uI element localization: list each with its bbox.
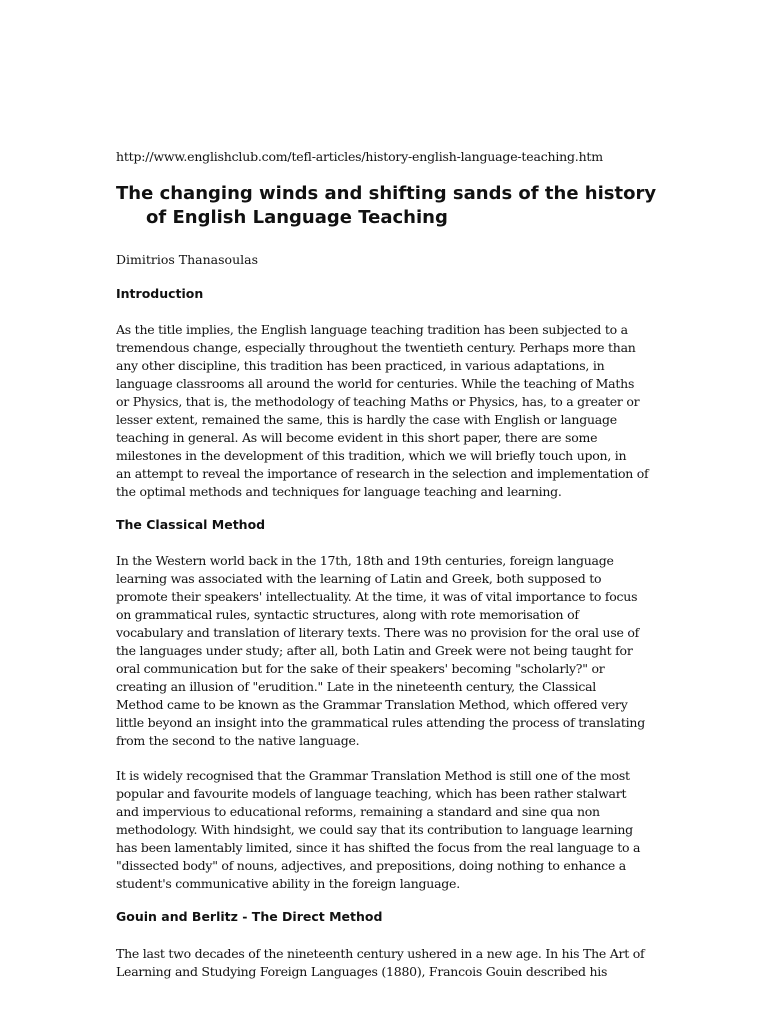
source-url: http://www.englishclub.com/tefl-articles/history-english-language-teaching.htm	[116, 149, 603, 164]
paragraph-line: the languages under study; after all, both Latin and Greek were not being taught for	[116, 643, 633, 658]
paragraph-line: has been lamentably limited, since it has shifted the focus from the real language to a	[116, 840, 641, 855]
paragraph-line: methodology. With hindsight, we could say that its contribution to language learning	[116, 822, 633, 837]
classical-paragraph-1	[116, 552, 656, 750]
paragraph-line: lesser extent, remained the same, this is hardly the case with English or language	[116, 412, 617, 427]
paragraph-line: student's communicative ability in the foreign language.	[116, 876, 460, 891]
intro-paragraph	[116, 321, 656, 501]
classical-paragraph-2	[116, 767, 656, 893]
paragraph-line: teaching in general. As will become evident in this short paper, there are some	[116, 430, 598, 445]
paragraph-line: any other discipline, this tradition has been practiced, in various adaptations, in	[116, 358, 605, 373]
paragraph-line: on grammatical rules, syntactic structures, along with rote memorisation of	[116, 607, 579, 622]
paragraph-line: an attempt to reveal the importance of research in the selection and implementation of	[116, 466, 649, 481]
paragraph-line: from the second to the native language.	[116, 733, 360, 748]
paragraph-line: little beyond an insight into the grammatical rules attending the process of translating	[116, 715, 645, 730]
paragraph-line: learning was associated with the learning of Latin and Greek, both supposed to	[116, 571, 602, 586]
author-name: Dimitrios Thanasoulas	[116, 252, 258, 267]
direct-method-paragraph	[116, 945, 656, 981]
section-heading-direct-method: Gouin and Berlitz - The Direct Method	[116, 909, 383, 924]
paragraph-line: In the Western world back in the 17th, 18th and 19th centuries, foreign language	[116, 553, 614, 568]
paragraph-line: milestones in the development of this tradition, which we will briefly touch upon, in	[116, 448, 627, 463]
paragraph-line: Method came to be known as the Grammar Translation Method, which offered very	[116, 697, 628, 712]
paragraph-line: vocabulary and translation of literary texts. There was no provision for the oral use of	[116, 625, 640, 640]
document-page	[116, 0, 656, 1024]
paragraph-line: popular and favourite models of language teaching, which has been rather stalwart	[116, 786, 627, 801]
paragraph-line: As the title implies, the English language teaching tradition has been subjected to a	[116, 322, 628, 337]
paragraph-line: oral communication but for the sake of their speakers' becoming "scholarly?" or	[116, 661, 605, 676]
section-heading-classical-method: The Classical Method	[116, 517, 266, 532]
paragraph-line: and impervious to educational reforms, remaining a standard and sine qua non	[116, 804, 600, 819]
paragraph-line: Learning and Studying Foreign Languages (1880), Francois Gouin described his	[116, 964, 608, 979]
paragraph-line: creating an illusion of "erudition." Late in the nineteenth century, the Classical	[116, 679, 597, 694]
paragraph-line: or Physics, that is, the methodology of teaching Maths or Physics, has, to a greater or	[116, 394, 640, 409]
paragraph-line: the optimal methods and techniques for language teaching and learning.	[116, 484, 562, 499]
paragraph-line: tremendous change, especially throughout the twentieth century. Perhaps more than	[116, 340, 636, 355]
paragraph-line: The last two decades of the nineteenth century ushered in a new age. In his The Art of	[116, 946, 645, 961]
paragraph-line: "dissected body" of nouns, adjectives, and prepositions, doing nothing to enhance a	[116, 858, 626, 873]
paragraph-line: It is widely recognised that the Grammar Translation Method is still one of the most	[116, 768, 630, 783]
article-title: The changing winds and shifting sands of the history of English Language Teaching	[116, 183, 656, 228]
paragraph-line: language classrooms all around the world for centuries. While the teaching of Maths	[116, 376, 635, 391]
section-heading-introduction: Introduction	[116, 286, 204, 301]
paragraph-line: promote their speakers' intellectuality. At the time, it was of vital importance to focus	[116, 589, 638, 604]
